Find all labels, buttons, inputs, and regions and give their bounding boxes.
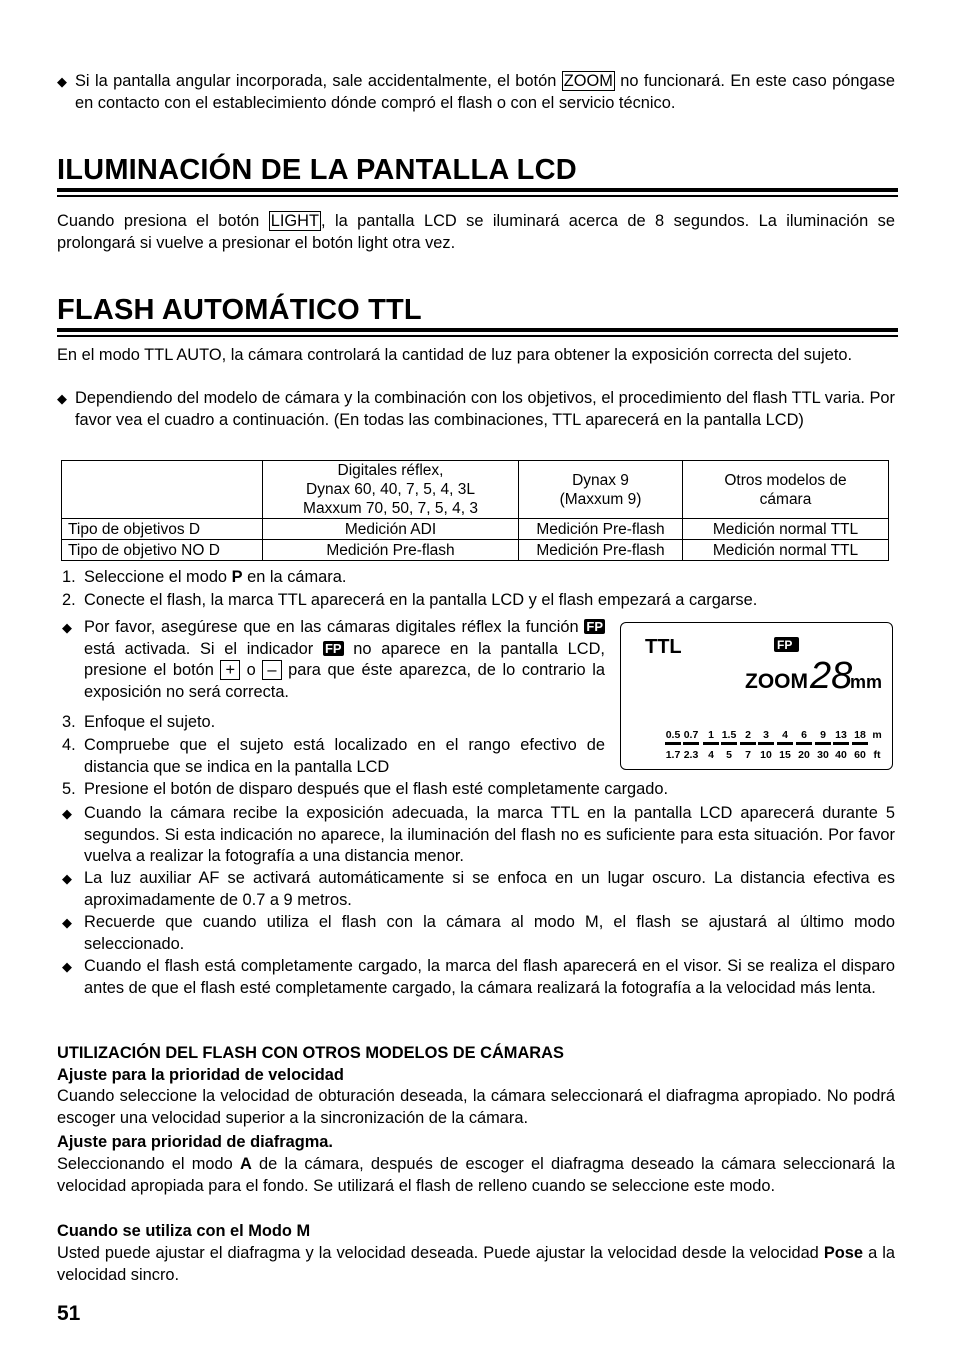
lcd-scale-segment <box>740 742 756 745</box>
table-header-cell <box>62 461 263 519</box>
lcd-feet-label: ft <box>873 749 881 761</box>
diamond-bullet-icon: ◆ <box>57 391 67 406</box>
title-rule-thin <box>57 195 898 197</box>
lcd-scale-segment <box>777 742 793 745</box>
diamond-bullet-icon: ◆ <box>62 806 72 821</box>
subheading-speed-priority: Ajuste para la prioridad de velocidad <box>57 1066 344 1084</box>
lcd-feet-label: 30 <box>817 749 829 761</box>
fp-indicator-icon: FP <box>324 640 342 656</box>
lcd-scale-segment <box>703 742 719 745</box>
ttl-intro-paragraph: En el modo TTL AUTO, la cámara controlará la cantidad de luz para obtener la exposición correcta del sujeto. <box>57 346 853 364</box>
lcd-illumination-paragraph: Cuando presiona el botón LIGHT , la pantalla LCD se iluminará acerca de 8 segundos. La iluminación se prolongará si vuelve a presionar el botón light otra vez. <box>57 212 895 252</box>
zoom-button-label: ZOOM <box>563 72 613 90</box>
table-cell: Medición Pre-flash <box>519 540 683 561</box>
mode-m-paragraph: Usted puede ajustar el diafragma y la velocidad deseada. Puede ajustar la velocidad desde la velocidad Pose a la velocidad sincro. <box>57 1244 896 1284</box>
lcd-meter-label: 2 <box>745 729 751 741</box>
lcd-scale-segment <box>758 742 774 745</box>
lcd-zoom-value: 28 <box>810 655 853 697</box>
intro-bullet: ◆ Si la pantalla angular incorporada, sale accidentalmente, el botón ZOOM no funcionará. En este caso póngase en contacto con el establecimiento dónde compró el flash o con el servicio técnico. <box>57 72 895 112</box>
exposure-bullet: ◆ Cuando la cámara recibe la exposición adecuada, la marca TTL en la pantalla LCD aparecerá durante 5 segundos. Si esta indicación no aparece, la iluminación del flash no es suficiente para esta situación. Por favor vuelva a realizar la fotografía a una distancia menor. <box>62 804 895 865</box>
speed-priority-paragraph: Cuando seleccione la velocidad de obturación deseada, la cámara seleccionará el diafragma apropiado. No podrá escoger una velocidad superior a la sincronización de la cámara. <box>57 1087 895 1127</box>
table-cell: Tipo de objetivo NO D <box>62 540 263 561</box>
table-cell: Medición Pre-flash <box>519 519 683 540</box>
lcd-meter-label: 0.7 <box>683 729 699 741</box>
lcd-feet-label: 2.3 <box>683 749 699 761</box>
table-cell: Medición ADI <box>263 519 519 540</box>
plus-button-label: + <box>220 660 240 680</box>
lcd-scale-segment <box>721 742 737 745</box>
table-row <box>62 540 889 561</box>
aperture-priority-paragraph: Seleccionando el modo A de la cámara, después de escoger el diafragma deseado la cámara seleccionará la velocidad apropiada para el fondo. Se utilizará el flash de relleno cuando se seleccione este modo. <box>57 1155 895 1195</box>
lcd-zoom-unit: mm <box>850 672 883 692</box>
ttl-comparison-table <box>61 460 889 561</box>
lcd-feet-label: 15 <box>779 749 791 761</box>
lcd-zoom-label: ZOOM <box>745 670 808 693</box>
table-cell: Medición Pre-flash <box>263 540 519 561</box>
lcd-scale-segment <box>852 742 868 745</box>
lcd-display-graphic <box>621 623 891 768</box>
title-rule-thin <box>57 335 898 337</box>
table-cell: Tipo de objetivos D <box>62 519 263 540</box>
step-1: 1. Seleccione el modo P en la cámara. <box>62 568 347 586</box>
lcd-feet-label: 1.7 <box>665 749 681 761</box>
fp-indicator-icon: FP <box>586 619 603 634</box>
diamond-bullet-icon: ◆ <box>62 959 72 974</box>
lcd-meter-label: 13 <box>835 729 847 741</box>
table-cell: Medición normal TTL <box>683 540 889 561</box>
diamond-bullet-icon: ◆ <box>62 620 72 635</box>
step-5: 5. Presione el botón de disparo después que el flash esté completamente cargado. <box>62 780 669 798</box>
table-header-row <box>62 461 889 519</box>
page-number: 51 <box>57 1302 81 1325</box>
lcd-meter-label: 3 <box>763 729 769 741</box>
lcd-meter-label: 1 <box>708 729 714 741</box>
mode-m-bullet: ◆ Recuerde que cuando utiliza el flash con la cámara al modo M, el flash se ajustará al último modo seleccionado. <box>62 913 895 953</box>
diamond-bullet-icon: ◆ <box>57 74 67 89</box>
lcd-feet-label: 7 <box>745 749 751 761</box>
lcd-feet-label: 4 <box>708 749 714 761</box>
step-3: 3. Enfoque el sujeto. <box>62 713 216 731</box>
table-row <box>62 519 889 540</box>
section-title-ttl-auto: FLASH AUTOMÁTICO TTL <box>57 294 422 326</box>
lcd-scale-segment <box>833 742 849 745</box>
title-rule <box>57 328 898 332</box>
title-rule <box>57 188 898 192</box>
section-title-other-cameras: UTILIZACIÓN DEL FLASH CON OTROS MODELOS DE CÁMARAS <box>57 1044 564 1062</box>
diamond-bullet-icon: ◆ <box>62 915 72 930</box>
lcd-ttl-mark: TTL <box>645 636 682 658</box>
lcd-meter-label: 9 <box>820 729 826 741</box>
lcd-distance-scale <box>665 729 882 761</box>
ttl-bullet: ◆ Dependiendo del modelo de cámara y la combinación con los objetivos, el procedimiento del flash TTL varia. Por favor vea el cuadro a continuación. (En todas las combinaciones, TTL aparecerá en la pantalla LCD) <box>57 389 895 429</box>
table-header-cell: Otros modelos de cámara <box>683 461 889 519</box>
lcd-meter-label: 6 <box>801 729 807 741</box>
step-2: 2. Conecte el flash, la marca TTL aparecerá en la pantalla LCD y el flash empezará a cargarse. <box>62 591 758 609</box>
subheading-mode-m: Cuando se utiliza con el Modo M <box>57 1222 311 1240</box>
lcd-meter-label: 0.5 <box>665 729 681 741</box>
lcd-feet-label: 60 <box>854 749 866 761</box>
light-button-label: LIGHT <box>270 212 319 230</box>
lcd-display-illustration <box>620 622 893 770</box>
lcd-scale-segment <box>815 742 831 745</box>
table-cell: Medición normal TTL <box>683 519 889 540</box>
lcd-feet-label: 10 <box>760 749 772 761</box>
lcd-meter-label: 4 <box>782 729 788 741</box>
subheading-aperture-priority: Ajuste para prioridad de diafragma. <box>57 1133 333 1151</box>
lcd-feet-label: 20 <box>798 749 810 761</box>
table-header-cell: Dynax 9 (Maxxum 9) <box>519 461 683 519</box>
lcd-scale-segment <box>683 742 699 745</box>
lcd-meter-label: m <box>872 729 882 741</box>
table-header-cell: Digitales réflex, Dynax 60, 40, 7, 5, 4, 3L Maxxum 70, 50, 7, 5, 4, 3 <box>263 461 519 519</box>
lcd-meter-label: 18 <box>854 729 866 741</box>
minus-button-label: – <box>262 660 281 680</box>
lcd-scale-segment <box>665 742 681 745</box>
flash-ready-bullet: ◆ Cuando el flash está completamente cargado, la marca del flash aparecerá en el visor. Si se realiza el disparo antes de que el flash esté completamente cargado, la cámara realizará la fotografía a la velocidad más lenta. <box>62 957 895 997</box>
lcd-scale-segment <box>796 742 812 745</box>
step-4: 4. Compruebe que el sujeto está localizado en el rango efectivo de distancia que se indica en la pantalla LCD <box>62 736 605 776</box>
lcd-feet-label: 5 <box>726 749 732 761</box>
lcd-meter-label: 1.5 <box>721 729 737 741</box>
diamond-bullet-icon: ◆ <box>62 871 72 886</box>
lcd-fp-mark: FP <box>777 638 793 652</box>
fp-bullet: ◆ Por favor, asegúrese que en las cámaras digitales réflex la función FP está activada. Si el indicador FP no aparece en la pantalla LCD, presione el botón + o – para que éste aparezca, de lo contrario la exposición no será correcta. <box>62 618 605 701</box>
lcd-feet-label: 40 <box>835 749 847 761</box>
af-light-bullet: ◆ La luz auxiliar AF se activará automáticamente si se enfoca en un lugar oscuro. La distancia efectiva es aproximadamente de 0.7 a 9 metros. <box>62 869 895 909</box>
section-title-lcd-illumination: ILUMINACIÓN DE LA PANTALLA LCD <box>57 154 577 186</box>
